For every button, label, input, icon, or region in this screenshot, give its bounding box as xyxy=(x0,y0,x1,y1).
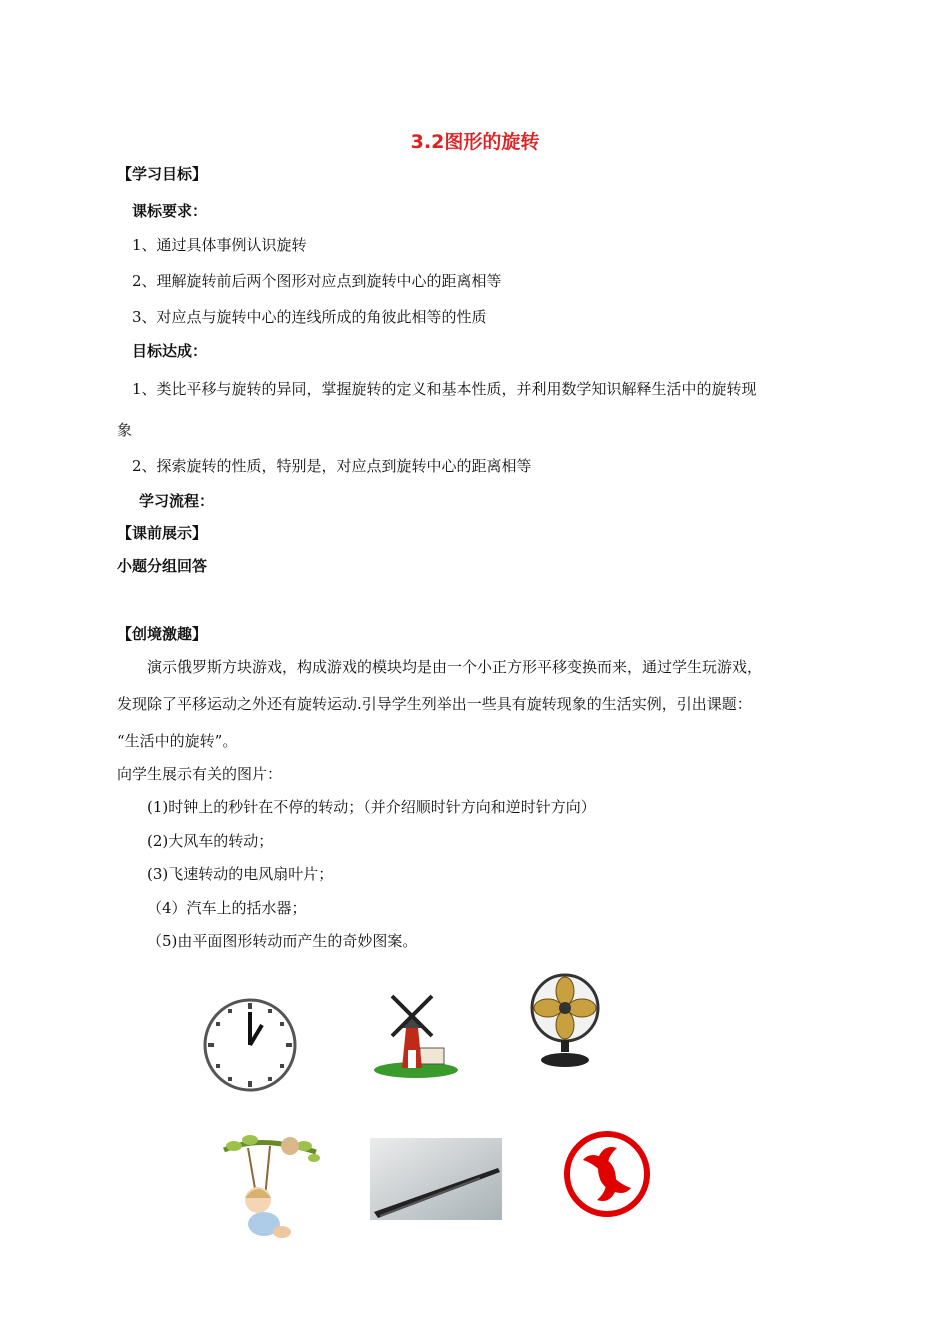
fan-icon xyxy=(528,972,604,1068)
wiper-icon xyxy=(370,1138,502,1220)
curriculum-heading: 课标要求： xyxy=(132,202,208,220)
list-item-5: （5)由平面图形转动而产生的奇妙图案。 xyxy=(147,932,418,950)
list-item-1: (1)时钟上的秒针在不停的转动；（并介绍顺时针方向和逆时针方向） xyxy=(147,798,596,816)
clock-icon xyxy=(200,995,300,1095)
goal-heading: 目标达成： xyxy=(132,342,208,360)
curriculum-item-2: 2、理解旋转前后两个图形对应点到旋转中心的距离相等 xyxy=(132,272,502,290)
swing-girl-icon xyxy=(220,1128,320,1248)
preview-heading: 【课前展示】 xyxy=(117,524,208,542)
show-intro: 向学生展示有关的图片： xyxy=(117,765,283,783)
list-item-3: (3)飞速转动的电风扇叶片； xyxy=(147,865,334,883)
objectives-heading: 【学习目标】 xyxy=(117,165,208,183)
scenario-heading: 【创境激趣】 xyxy=(117,625,208,643)
curriculum-item-3: 3、对应点与旋转中心的连线所成的角彼此相等的性质 xyxy=(132,308,487,326)
curriculum-item-1: 1、通过具体事例认识旋转 xyxy=(132,236,307,254)
windmill-icon xyxy=(372,990,460,1080)
scenario-para-line1: 演示俄罗斯方块游戏，构成游戏的模块均是由一个小正方形平移变换而来，通过学生玩游戏， xyxy=(147,658,763,676)
goal-item-1-line1: 1、类比平移与旋转的异同，掌握旋转的定义和基本性质，并利用数学知识解释生活中的旋转现 xyxy=(132,380,757,398)
list-item-4: （4）汽车上的括水器； xyxy=(147,899,307,917)
goal-item-1-line2: 象 xyxy=(117,421,133,439)
logo-icon xyxy=(563,1130,651,1218)
scenario-para-line2: 发现除了平移运动之外还有旋转运动.引导学生列举出一些具有旋转现象的生活实例，引出课题： xyxy=(117,695,752,713)
preview-text: 小题分组回答 xyxy=(117,557,208,575)
process-heading: 学习流程： xyxy=(139,492,215,510)
list-item-2: (2)大风车的转动； xyxy=(147,832,274,850)
goal-item-2: 2、探索旋转的性质，特别是，对应点到旋转中心的距离相等 xyxy=(132,457,532,475)
scenario-para-line3: “生活中的旋转”。 xyxy=(117,732,238,750)
page-title: 3.2图形的旋转 xyxy=(410,131,540,153)
